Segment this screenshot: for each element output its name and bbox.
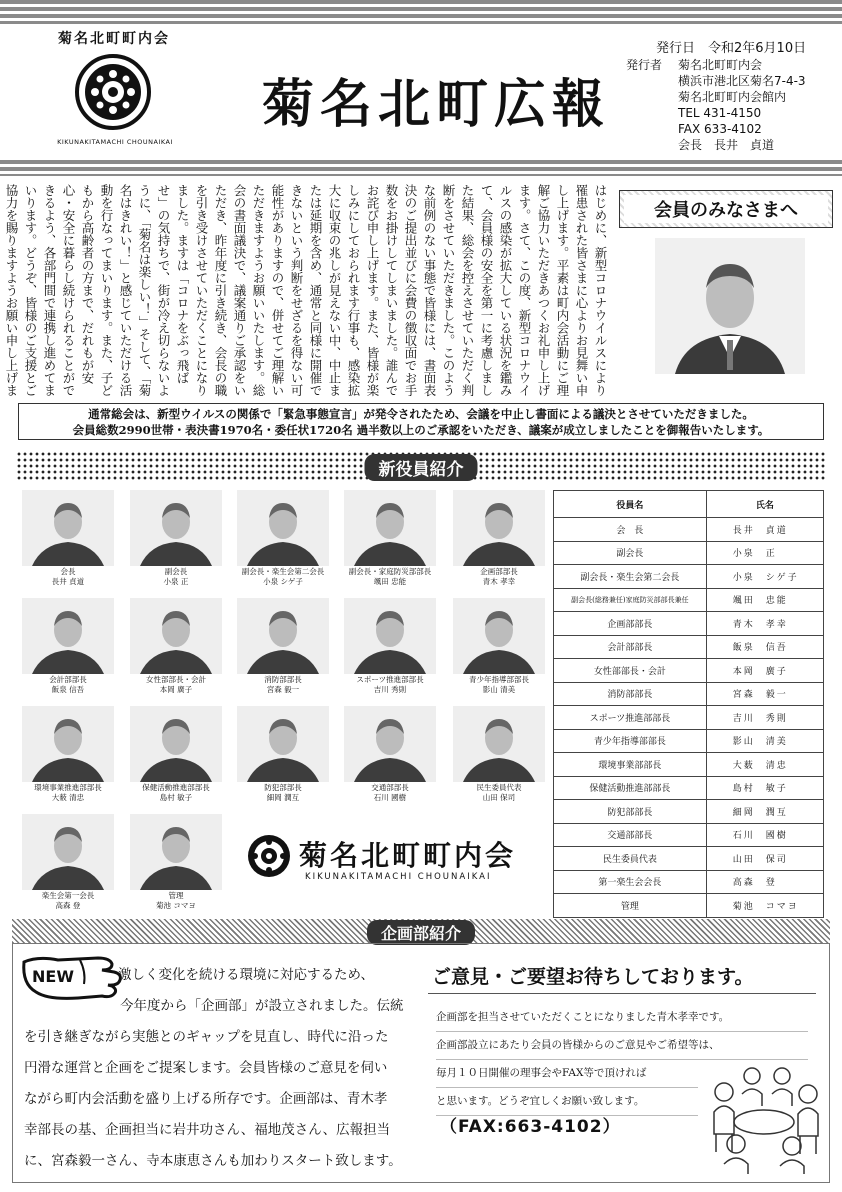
- masthead-stripe-rule: [0, 160, 842, 176]
- publisher-line: FAX 633-4102: [678, 122, 762, 136]
- officer-card: [453, 598, 545, 695]
- officer-card: [22, 598, 114, 695]
- general-meeting-notice: [18, 403, 824, 440]
- officer-table-role: 会計部部長: [554, 635, 707, 659]
- officers-banner: [16, 451, 826, 481]
- officer-table-row: [554, 565, 824, 589]
- opinion-line: 企画部を担当させていただくことになりました青木孝幸です。: [436, 1004, 808, 1032]
- officer-role: 女性部部長・会計: [146, 675, 206, 684]
- greeting-heading-box: [619, 190, 833, 228]
- officer-table-row: [554, 729, 824, 753]
- officer-name: 吉川 秀則: [373, 685, 407, 694]
- greeting-heading: 会員のみなさまへ: [624, 195, 828, 223]
- publication-date: 発行日 令和2年6月10日: [656, 41, 807, 56]
- officer-photo: [453, 490, 545, 566]
- officer-role: 管理: [168, 891, 184, 900]
- officer-role: 副会長・家庭防災部部長: [348, 567, 432, 576]
- officer-table-row: [554, 588, 824, 612]
- planning-line: 円滑な運営と企画をご提案します。会員皆様のご意見を伺い: [24, 1060, 388, 1076]
- publisher-line: 会長 長井 貞道: [678, 138, 775, 152]
- publisher-line: 菊名北町町内会館内: [678, 90, 787, 104]
- officer-card: [130, 814, 222, 911]
- officer-card: [344, 490, 436, 587]
- officer-table-row: [554, 659, 824, 683]
- planning-line: ながら町内会活動を盛り上げる所存です。企画部は、青木孝: [24, 1091, 388, 1107]
- officer-table-body: [554, 518, 824, 918]
- officer-table-row: [554, 800, 824, 824]
- officer-table-row: [554, 635, 824, 659]
- officer-name: 小泉 シゲ子: [263, 577, 303, 586]
- officer-card: [344, 598, 436, 695]
- officer-table-role: 交通部部長: [554, 823, 707, 847]
- header-name: 氏名: [706, 491, 823, 518]
- officer-table-row: [554, 823, 824, 847]
- officer-name: 宮森 毅一: [266, 685, 300, 694]
- officer-card: [22, 814, 114, 911]
- officer-role: 青少年指導部部長: [469, 675, 529, 684]
- logo-ring-text: 菊名北町町内会: [58, 31, 170, 47]
- officer-table-name: 高森 登: [706, 870, 823, 894]
- officer-table-role: 防犯部部長: [554, 800, 707, 824]
- officer-name: 青木 孝幸: [482, 577, 516, 586]
- officer-table-role: 消防部部長: [554, 682, 707, 706]
- officer-card: [237, 706, 329, 803]
- planning-line: に、宮森毅一さん、寺本康恵さんも加わりスタート致します。: [24, 1153, 402, 1169]
- opinion-line: 毎月１０日開催の理事会やFAX等で頂ければ: [436, 1060, 698, 1088]
- officer-photo: [130, 706, 222, 782]
- opinion-line: と思います。どうぞ宜しくお願い致します。: [436, 1088, 698, 1116]
- officer-table-row: [554, 847, 824, 871]
- officer-table-row: [554, 870, 824, 894]
- officer-table-name: 颯田 忠能: [706, 588, 823, 612]
- officer-table-row: [554, 894, 824, 918]
- officer-table-role: 企画部部長: [554, 612, 707, 636]
- officer-photo: [344, 490, 436, 566]
- officer-table-role: スポーツ推進部部長: [554, 706, 707, 730]
- greeting-text: はじめに、新型コロナウイルスにより罹患された皆さまに心よりお見舞い申し上げます。平素は町内会活動にご理解ご協力いただきあつくお礼申し上げます。さて、この度、新型コロナウイルスの感染が拡大している状況を鑑みて、会員様の安全を第一に考慮しました結果、総会を控えさせていただく判断をさせていただきました。このような前例のない事態で皆様には、書面表決のご提出並びに会費の徴収面でお手数をお掛けしてしまいました。誰んでお詫び申し上げます。また、皆様が楽しみにしておられます行事も、感染拡大に収束の兆しが見えない中、中止または延期を含め、通常と同様に開催できないという判断をせざるを得ない可能性がありますので、併せてご理解いただきますようお願いいたします。総会の書面議決で、議案通りご承認をいただき、昨年度に引き続き、会長の職を引き受けさせていただくことになりました。ますは「コロナをぶっ飛ばせ」の気持ちで、街が冷え切らないように、「菊名は楽しい！」そして、「菊名はきれい！」と感じていただける活動を行なってまいります。また、子どもから高齢者の方まで、だれもが安心・安全に暮らし続けられることができるよう、各部門間で連携し進めてまいります。どうぞ、皆様のご支援とご協力を賜りますようお願い申し上げま: [4, 184, 608, 397]
- planning-banner: [12, 919, 830, 943]
- officer-table-row: [554, 753, 824, 777]
- officer-photo: [453, 706, 545, 782]
- logo-roman-text: KIKUNAKITAMACHI CHOUNAIKAI: [57, 138, 173, 146]
- officer-role: スポーツ推進部部長: [356, 675, 424, 684]
- officer-photo: [22, 598, 114, 674]
- officer-table-name: 細岡 潤互: [706, 800, 823, 824]
- officer-photo: [22, 814, 114, 890]
- officer-table-role: 副会長・楽生会第二会長: [554, 565, 707, 589]
- officer-card: [344, 706, 436, 803]
- officer-table-role: 環境事業部部長: [554, 753, 707, 777]
- publisher-line: 横浜市港北区菊名7-4-3: [678, 74, 806, 88]
- officer-table-name: 長井 貞道: [706, 518, 823, 542]
- officer-table-role: 青少年指導部部長: [554, 729, 707, 753]
- officer-card: [130, 490, 222, 587]
- officer-table-name: 菊池 コマヨ: [706, 894, 823, 918]
- officer-photo: [130, 814, 222, 890]
- officer-name: 本岡 廣子: [159, 685, 193, 694]
- officer-photo: [344, 706, 436, 782]
- officer-table-name: 山田 保司: [706, 847, 823, 871]
- officer-role: 副会長・楽生会第二会長: [241, 567, 325, 576]
- officer-table-name: 吉川 秀則: [706, 706, 823, 730]
- officer-name: 細岡 潤互: [266, 793, 300, 802]
- officer-name: 山田 保司: [482, 793, 516, 802]
- officer-role: 保健活動推進部部長: [142, 783, 210, 792]
- officer-card: [22, 706, 114, 803]
- officer-role: 防犯部部長: [264, 783, 302, 792]
- officer-role: 環境事業推進部部長: [34, 783, 102, 792]
- officer-table-role: 副会長: [554, 541, 707, 565]
- org-wordmark-roman: KIKUNAKITAMACHI CHOUNAIKAI: [305, 872, 492, 882]
- meeting-illustration: [702, 1052, 826, 1176]
- org-mark-icon: [245, 832, 293, 880]
- officer-table-name: 影山 清美: [706, 729, 823, 753]
- officer-photo: [22, 706, 114, 782]
- officer-table-row: [554, 706, 824, 730]
- org-wordmark: [245, 830, 535, 890]
- top-stripe-rule: [0, 0, 842, 24]
- officer-table-role: 会 長: [554, 518, 707, 542]
- officer-photo: [237, 598, 329, 674]
- officer-photo: [237, 706, 329, 782]
- planning-fax-number: （FAX:663-4102）: [440, 1117, 621, 1137]
- officer-card: [237, 598, 329, 695]
- officer-role: 企画部部長: [480, 567, 518, 576]
- planning-body: [24, 960, 414, 1177]
- officer-table-name: 小泉 正: [706, 541, 823, 565]
- officer-role: 交通部部長: [371, 783, 409, 792]
- header-role: 役員名: [554, 491, 707, 518]
- officer-name: 石川 國樹: [373, 793, 407, 802]
- officer-table-name: 石川 國樹: [706, 823, 823, 847]
- officer-table-name: 大薮 清忠: [706, 753, 823, 777]
- planning-line: 幸部長の基、企画担当に岩井功さん、福地茂さん、広報担当: [24, 1122, 391, 1138]
- publisher-line: 菊名北町町内会: [678, 58, 763, 72]
- officer-name: 影山 清美: [482, 685, 516, 694]
- officer-name: 飯泉 信吾: [51, 685, 85, 694]
- officer-table-row: [554, 612, 824, 636]
- greeting-article: [4, 184, 610, 398]
- publisher-label: 発行者: [626, 58, 663, 72]
- officer-card: [453, 706, 545, 803]
- planning-banner-label: 企画部紹介: [367, 920, 475, 945]
- officer-role: 楽生会第一会長: [41, 891, 95, 900]
- officer-table-name: 小泉 シゲ子: [706, 565, 823, 589]
- officer-name: 大薮 清忠: [51, 793, 85, 802]
- officer-name: 菊池 コマヨ: [156, 901, 196, 910]
- publisher-line: TEL 431-4150: [678, 106, 762, 120]
- officer-table-role: 民生委員代表: [554, 847, 707, 871]
- notice-line: 通常総会は、新型ウイルスの関係で「緊急事態宣言」が発令されたため、会議を中止し書面による議決とさせていただきました。: [88, 407, 754, 421]
- officer-photo: [22, 490, 114, 566]
- officers-banner-label: 新役員紹介: [365, 454, 478, 481]
- officer-card: [130, 706, 222, 803]
- officer-photo: [344, 598, 436, 674]
- officer-photo: [130, 598, 222, 674]
- officer-role: 会計部部長: [49, 675, 87, 684]
- officer-table-header: [554, 491, 824, 518]
- officer-table-role: 第一楽生会会長: [554, 870, 707, 894]
- opinion-divider: [428, 993, 816, 994]
- newsletter-title: 菊名北町広報: [262, 75, 611, 135]
- officer-table: [553, 490, 824, 918]
- officer-table-row: [554, 776, 824, 800]
- notice-line: 会員総数2990世帯・表決書1970名・委任状1720名 過半数以上のご承認をいただき、議案が成立しましたことを御報告いたします。: [72, 423, 770, 437]
- officer-photo: [453, 598, 545, 674]
- new-badge-text: NEW: [32, 967, 74, 986]
- officer-photo: [237, 490, 329, 566]
- officer-name: 長井 貞道: [51, 577, 85, 586]
- officer-card: [453, 490, 545, 587]
- president-photo: [655, 238, 805, 374]
- officer-table-row: [554, 541, 824, 565]
- opinion-title: ご意見・ご要望お待ちしております。: [432, 966, 754, 988]
- officer-table-role: 管理: [554, 894, 707, 918]
- officer-role: 消防部部長: [264, 675, 302, 684]
- officer-table-name: 本岡 廣子: [706, 659, 823, 683]
- officer-role: 副会長: [164, 567, 188, 576]
- officer-card: [130, 598, 222, 695]
- planning-line: を引き継ぎながら実態とのギャップを見直し、時代に沿った: [24, 1029, 389, 1045]
- officer-name: 高森 登: [55, 901, 81, 910]
- officer-name: 小泉 正: [163, 577, 189, 586]
- officer-table-row: [554, 518, 824, 542]
- officer-table-role: 女性部部長・会計: [554, 659, 707, 683]
- officer-table-name: 宮森 毅一: [706, 682, 823, 706]
- officer-table-role: 副会長(総務兼任)家庭防災部部長兼任: [554, 588, 707, 612]
- officer-table-row: [554, 682, 824, 706]
- planning-line: 今年度から「企画部」が設立されました。伝統: [120, 998, 404, 1014]
- org-wordmark-name: 菊名北町町内会: [299, 839, 517, 872]
- officer-card: [22, 490, 114, 587]
- officer-role: 会長: [60, 567, 76, 576]
- opinion-line: 企画部設立にあたり会員の皆様からのご意見やご希望等は、: [436, 1032, 808, 1060]
- officer-table-name: 島村 敏子: [706, 776, 823, 800]
- officer-role: 民生委員代表: [476, 783, 522, 792]
- officer-name: 島村 敏子: [159, 793, 193, 802]
- officer-table-name: 青木 孝幸: [706, 612, 823, 636]
- planning-line: 激しく変化を続ける環境に対応するため、: [118, 967, 374, 983]
- greeting-body: [4, 184, 610, 398]
- officer-name: 颯田 忠能: [373, 577, 407, 586]
- publisher-info: [626, 57, 806, 153]
- officer-photo: [130, 490, 222, 566]
- officer-card: [237, 490, 329, 587]
- officer-table-role: 保健活動推進部部長: [554, 776, 707, 800]
- officer-table-name: 飯泉 信吾: [706, 635, 823, 659]
